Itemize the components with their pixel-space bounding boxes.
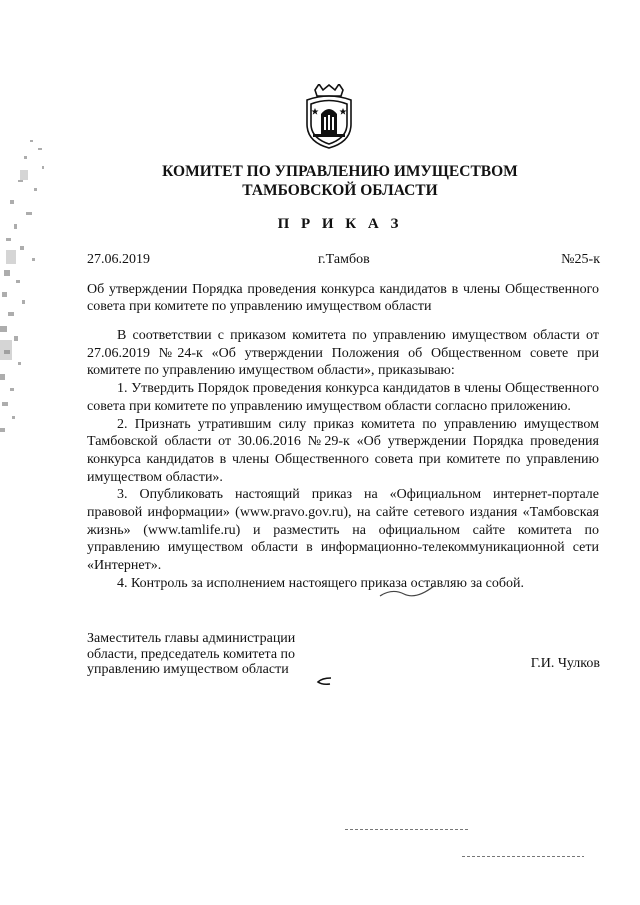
handwritten-strike-mark — [378, 578, 438, 602]
footer-scan-line — [345, 829, 470, 830]
preamble-paragraph: В соответствии с приказом комитета по управлению имуществом области от 27.06.2019 №24-к «Об утверждении Положения об Общественном совете при комитете по управлению имуществом области», приказываю: — [87, 328, 599, 379]
order-date: 27.06.2019 — [87, 252, 150, 267]
tambov-coat-of-arms-icon — [301, 84, 357, 150]
signatory-position-line3: управлению имуществом области — [87, 662, 289, 677]
handwritten-signature — [314, 675, 334, 687]
footer-scan-line — [462, 856, 584, 857]
document-type-title: П Р И К А З — [277, 216, 403, 232]
committee-name-line1: КОМИТЕТ ПО УПРАВЛЕНИЮ ИМУЩЕСТВОМ — [162, 163, 518, 180]
order-item-3: 3. Опубликовать настоящий приказ на «Официальном интернет-портале правовой информации» (www.pravo.gov.ru), на сайте сетевого издания «Тамбовская жизнь» (www.tamlife.ru) и разместить на официальном сайте комитета по управлению имуществом области в информационно-телекоммуникационной сети «Интернет». — [87, 487, 599, 574]
order-subject: Об утверждении Порядка проведения конкурса кандидатов в члены Общественного совета при комитете по управлению имуществом области — [87, 282, 599, 314]
order-body — [87, 327, 599, 593]
signatory-position — [87, 631, 327, 678]
committee-name-line2: ТАМБОВСКОЙ ОБЛАСТИ — [242, 182, 438, 199]
order-item-2: 2. Признать утратившим силу приказ комитета по управлению имуществом Тамбовской области от 30.06.2016 №29-к «Об утверждении Порядка проведения конкурса кандидатов в члены Общественного совета при комитете по управлению имуществом области». — [87, 416, 599, 485]
signatory-position-line2: области, председатель комитета по — [87, 646, 296, 662]
signatory-name: Г.И. Чулков — [530, 656, 600, 671]
signatory-position-line1: Заместитель главы администрации — [87, 631, 296, 646]
scan-noise-artifact — [0, 140, 70, 440]
order-number: №25-к — [561, 252, 600, 267]
order-city: г.Тамбов — [318, 252, 370, 267]
order-item-4: 4. Контроль за исполнением настоящего приказа оставляю за собой. — [117, 575, 525, 591]
order-item-1: 1. Утвердить Порядок проведения конкурса кандидатов в члены Общественного совета при комитете по управлению имуществом области согласно приложению. — [87, 381, 599, 414]
